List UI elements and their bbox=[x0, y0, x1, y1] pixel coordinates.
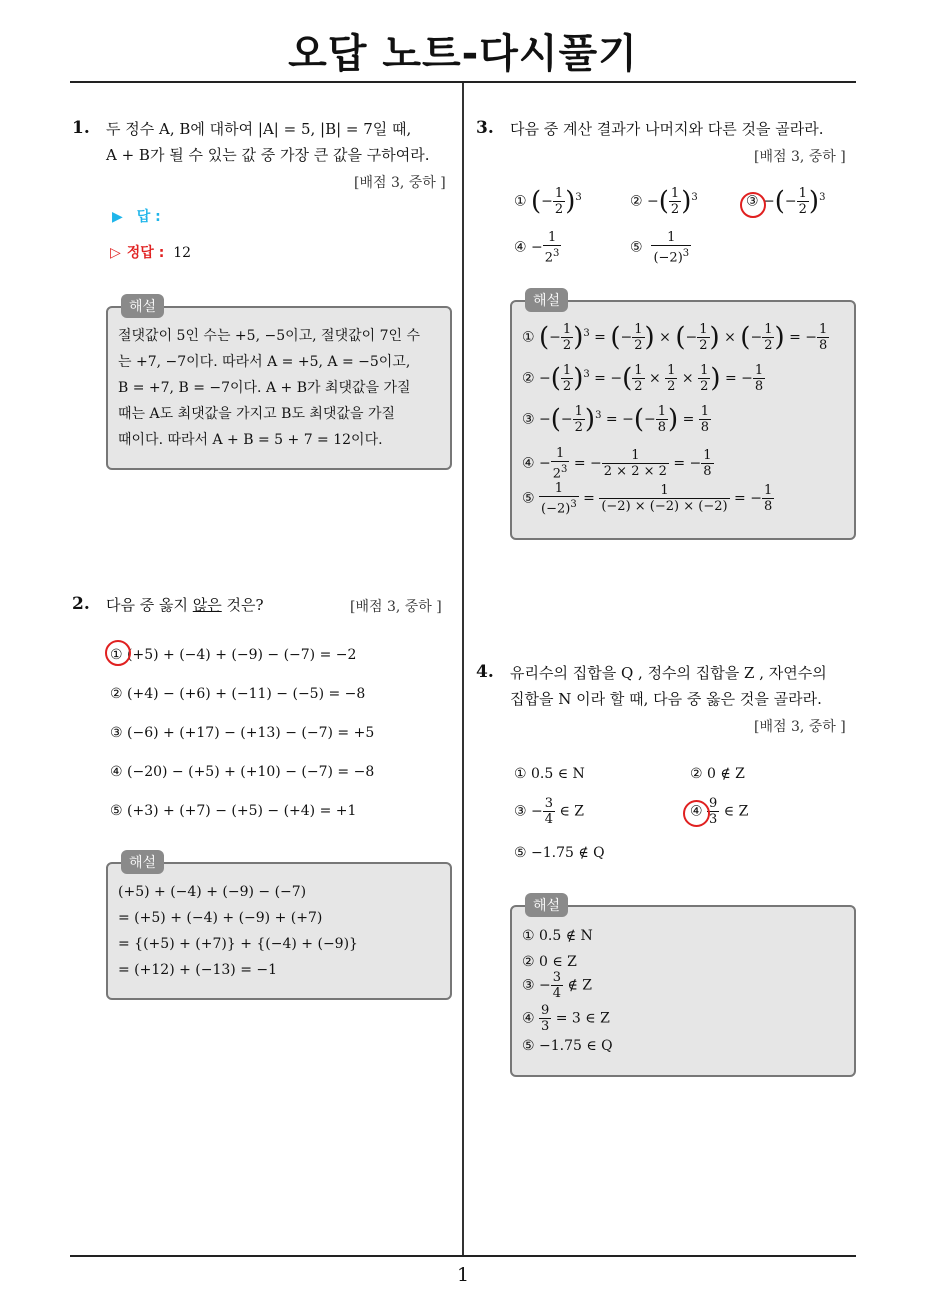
q3-sol-mark: ⑤ bbox=[522, 490, 535, 507]
q1-solution-tag: 해설 bbox=[121, 294, 164, 318]
q4-sol-4-mark: ④ bbox=[522, 1010, 535, 1027]
q4-sol-3-tail: ∉ Z bbox=[567, 977, 593, 994]
q2-answer-circle bbox=[105, 640, 131, 666]
q2-solution-tag: 해설 bbox=[121, 850, 164, 874]
bottom-rule bbox=[70, 1255, 856, 1257]
q3-sol-line-2: ② −( $\frac{1}{2}$ )$^3$ = −( $\frac{1}{2}$ × $\frac{1}{2}$ × $\frac{1}{2}$ ) = − $\frac{1}{8}$ bbox=[522, 363, 764, 394]
q1-sol-line: B = +7, B = −7이다. A + B가 최댓값을 가질 bbox=[118, 380, 411, 396]
q1-text-line1: 두 정수 A, B에 대하여 |A| = 5, |B| = 7일 때, bbox=[106, 120, 412, 138]
q1-sol-line: 는 +7, −7이다. 따라서 A = +5, A = −5이고, bbox=[118, 354, 411, 370]
q2-sol-line: = {(+5) + (+7)} + {(−4) + (−9)} bbox=[118, 936, 358, 952]
q4-option-2[interactable]: ② 0 ∉ Z bbox=[690, 766, 745, 782]
page-title: 오답 노트-다시풀기 bbox=[288, 31, 638, 77]
q3-number: 3. bbox=[476, 118, 494, 138]
q2-text bbox=[106, 592, 264, 618]
q1-correct-value: 12 bbox=[173, 245, 192, 261]
q4-sol-3-mark: ③ bbox=[522, 977, 535, 994]
q1-sol-line: 때이다. 따라서 A + B = 5 + 7 = 12이다. bbox=[118, 432, 383, 448]
q3-text: 다음 중 계산 결과가 나머지와 다른 것을 골라라. bbox=[510, 120, 824, 138]
q1-number: 1. bbox=[72, 118, 90, 138]
q1-solution-text bbox=[118, 323, 420, 453]
q3-sol-mark: ① bbox=[522, 329, 535, 346]
q3-option-5-mark: ⑤ bbox=[630, 239, 643, 256]
q3-option-3-mark: ③ bbox=[746, 193, 759, 210]
play-arrow-icon: ▶ bbox=[112, 209, 123, 225]
q3-answer-circle bbox=[740, 192, 766, 218]
outline-arrow-icon: ▷ bbox=[110, 245, 121, 261]
q3-solution-tag: 해설 bbox=[525, 288, 568, 312]
q2-option-5[interactable]: ⑤ (+3) + (+7) − (+5) − (+4) = +1 bbox=[110, 803, 357, 819]
q3-sol-mark: ② bbox=[522, 370, 535, 387]
q3-option-4-mark: ④ bbox=[514, 239, 527, 256]
q3-meta: [배점 3, 중하 ] bbox=[754, 149, 846, 165]
q2-sol-line: = (+12) + (−13) = −1 bbox=[118, 962, 278, 978]
q3-option-2[interactable]: ② −( $\frac{1}{2}$ )$^3$ bbox=[630, 186, 698, 217]
q4-sol-line-2: ② 0 ∈ Z bbox=[522, 954, 577, 970]
q3-option-4[interactable]: ④ − $\frac{1}{2^3}$ bbox=[514, 230, 560, 266]
q1-answer-row bbox=[112, 206, 161, 226]
q4-option-3[interactable]: ③ − $\frac{3}{4}$ ∈ Z bbox=[514, 796, 585, 827]
q4-solution-tag: 해설 bbox=[525, 893, 568, 917]
q1-correct-label: 정답 : bbox=[126, 245, 165, 261]
q4-text-line1: 유리수의 집합을 Q , 정수의 집합을 Z , 자연수의 bbox=[510, 664, 827, 682]
q4-sol-line-5: ⑤ −1.75 ∈ Q bbox=[522, 1038, 613, 1054]
q2-text-pre: 다음 중 옳지 bbox=[106, 596, 193, 614]
q2-sol-line: (+5) + (−4) + (−9) − (−7) bbox=[118, 884, 307, 900]
q2-option-2[interactable]: ② (+4) − (+6) + (−11) − (−5) = −8 bbox=[110, 686, 366, 702]
q3-option-1[interactable]: ① (− $\frac{1}{2}$ )$^3$ bbox=[514, 186, 582, 217]
q1-sol-line: 때는 A도 최댓값을 가지고 B도 최댓값을 가질 bbox=[118, 406, 396, 422]
q4-sol-line-1: ① 0.5 ∉ N bbox=[522, 928, 593, 944]
q4-sol-line-4: ④ $\frac{9}{3}$ = 3 ∈ Z bbox=[522, 1003, 610, 1034]
q2-solution-text bbox=[118, 879, 358, 983]
q2-option-4[interactable]: ④ (−20) − (+5) + (+10) − (−7) = −8 bbox=[110, 764, 375, 780]
q1-meta: [배점 3, 중하 ] bbox=[354, 175, 446, 191]
q2-option-3[interactable]: ③ (−6) + (+17) − (+13) − (−7) = +5 bbox=[110, 725, 375, 741]
q4-option-3-tail: ∈ Z bbox=[559, 803, 585, 820]
q4-option-4-mark: ④ bbox=[690, 803, 703, 820]
q4-sol-4-tail: = 3 ∈ Z bbox=[555, 1010, 610, 1027]
q2-number: 2. bbox=[72, 594, 90, 614]
q3-sol-mark: ④ bbox=[522, 455, 535, 472]
q3-option-5[interactable]: ⑤ $\frac{1}{(-2)^3}$ bbox=[630, 230, 690, 266]
q2-meta: [배점 3, 중하 ] bbox=[350, 599, 442, 615]
q4-option-3-mark: ③ bbox=[514, 803, 527, 820]
q3-sol-line-4: ④ − $\frac{1}{2^3}$ = − $\frac{1}{2 \times 2 \times 2}$ = − $\frac{1}{8}$ bbox=[522, 446, 712, 482]
q4-number: 4. bbox=[476, 662, 494, 682]
q2-text-underline: 않은 bbox=[192, 596, 222, 614]
column-divider bbox=[462, 83, 464, 1256]
q3-sol-mark: ③ bbox=[522, 411, 535, 428]
q4-option-4[interactable]: ④ $\frac{9}{3}$ ∈ Z bbox=[690, 796, 749, 827]
q1-correct-row bbox=[110, 242, 191, 262]
q2-option-1[interactable]: ① (+5) + (−4) + (−9) − (−7) = −2 bbox=[110, 647, 357, 663]
q3-sol-line-3: ③ −(− $\frac{1}{2}$ )$^3$ = −(− $\frac{1}{8}$ ) = $\frac{1}{8}$ bbox=[522, 404, 710, 435]
q3-sol-line-1: ① (− $\frac{1}{2}$ )$^3$ = (− $\frac{1}{2}$ ) × (− $\frac{1}{2}$ ) × (− $\frac{1}{2}$ ) = − $\frac{1}{8}$ bbox=[522, 322, 828, 353]
q4-meta: [배점 3, 중하 ] bbox=[754, 719, 846, 735]
q4-option-5[interactable]: ⑤ −1.75 ∉ Q bbox=[514, 845, 605, 861]
q1-sol-line: 절댓값이 5인 수는 +5, −5이고, 절댓값이 7인 수 bbox=[118, 328, 421, 344]
q3-sol-line-5: ⑤ $\frac{1}{(-2)^3}$ = $\frac{1}{(-2) \times (-2) \times (-2)}$ = − $\frac{1}{8}$ bbox=[522, 481, 773, 517]
q3-option-3[interactable]: ③ −(− $\frac{1}{2}$ )$^3$ bbox=[746, 186, 826, 217]
q4-answer-circle bbox=[683, 800, 710, 827]
page-number: 1 bbox=[456, 1264, 470, 1286]
q4-text-line2: 집합을 N 이라 할 때, 다음 중 옳은 것을 골라라. bbox=[510, 690, 822, 708]
q1-answer-label: 답 : bbox=[136, 209, 161, 225]
q2-text-post: 것은? bbox=[221, 596, 264, 614]
q1-text-line2: A + B가 될 수 있는 값 중 가장 큰 값을 구하여라. bbox=[106, 146, 430, 164]
q4-option-1[interactable]: ① 0.5 ∈ N bbox=[514, 766, 585, 782]
q3-option-1-mark: ① bbox=[514, 193, 527, 210]
q4-sol-line-3: ③ − $\frac{3}{4}$ ∉ Z bbox=[522, 970, 593, 1001]
q2-sol-line: = (+5) + (−4) + (−9) + (+7) bbox=[118, 910, 323, 926]
q4-option-4-tail: ∈ Z bbox=[723, 803, 749, 820]
q3-option-2-mark: ② bbox=[630, 193, 643, 210]
